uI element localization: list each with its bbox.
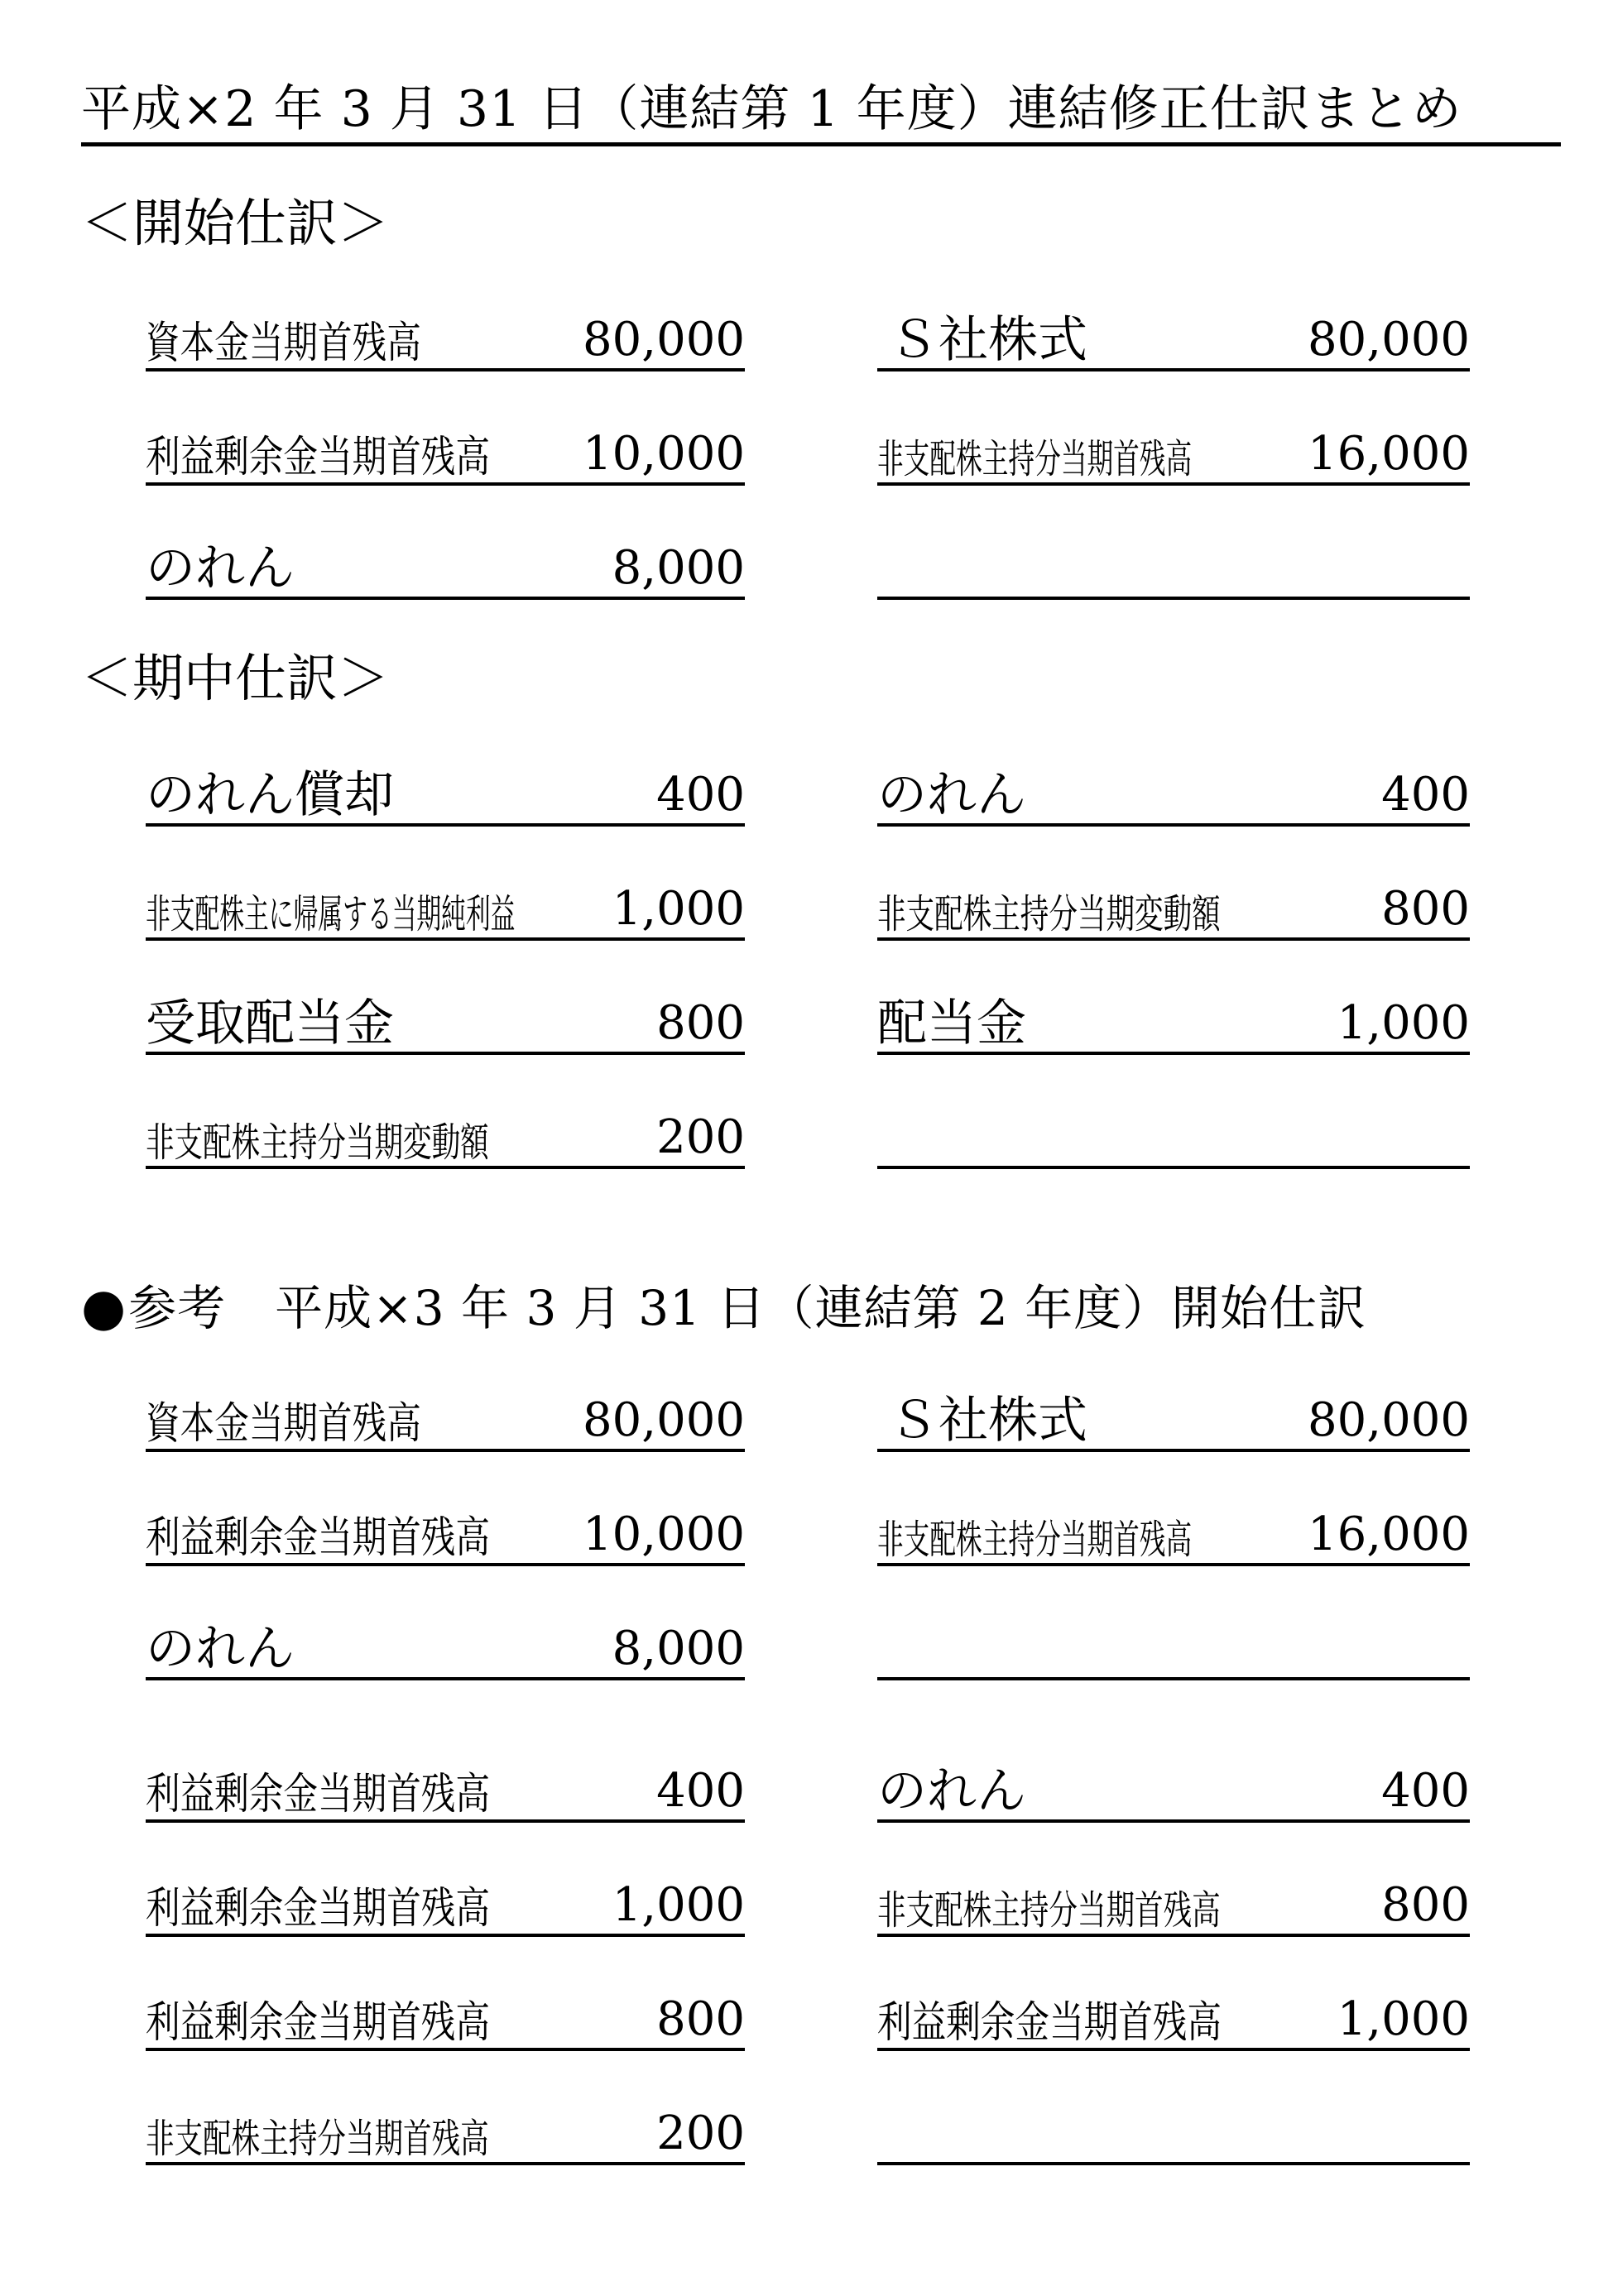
credit-amount: 400: [1381, 768, 1470, 822]
page-title: 平成×2 年 3 月 31 日（連結第 1 年度）連結修正仕訳まとめ: [81, 76, 1561, 146]
period-entries-heading: ＜期中仕訳＞: [81, 648, 390, 708]
credit-side: [877, 1498, 1470, 1566]
debit-side: [146, 418, 745, 486]
credit-side: [877, 1101, 1470, 1169]
credit-side: [877, 759, 1470, 827]
debit-amount: 400: [656, 768, 745, 822]
debit-amount: 200: [656, 1110, 745, 1164]
debit-amount: 8,000: [612, 541, 745, 595]
debit-amount: 8,000: [612, 1622, 745, 1675]
debit-side: [146, 1384, 745, 1452]
debit-account: 非支配株主に帰属する当期純利益: [146, 891, 516, 937]
debit-account: 利益剰余金当期首残高: [146, 1998, 491, 2048]
journal-entry: [146, 1983, 1470, 2049]
credit-side: [877, 1983, 1470, 2051]
debit-account: 利益剰余金当期首残高: [146, 1884, 491, 1934]
debit-account: 利益剰余金当期首残高: [146, 433, 491, 482]
debit-account: 非支配株主持分当期首残高: [146, 2116, 489, 2162]
journal-entry: [146, 2097, 1470, 2164]
journal-entry: [146, 1755, 1470, 1821]
debit-side: [146, 1498, 745, 1566]
debit-side: [146, 1983, 745, 2051]
debit-account: 利益剰余金当期首残高: [146, 1513, 491, 1563]
journal-entry: [146, 759, 1470, 825]
journal-entry: [146, 873, 1470, 939]
credit-account: 非支配株主持分当期変動額: [877, 891, 1221, 937]
credit-amount: 800: [1381, 882, 1470, 936]
credit-account: 配当金: [877, 995, 1026, 1052]
credit-side: [877, 2097, 1470, 2165]
credit-side: [877, 987, 1470, 1055]
credit-account: のれん: [877, 766, 1026, 824]
journal-entry: [146, 1869, 1470, 1935]
credit-side: [877, 1384, 1470, 1452]
journal-entry: [146, 532, 1470, 598]
debit-amount: 10,000: [583, 1507, 745, 1561]
debit-account: 受取配当金: [146, 995, 394, 1052]
journal-entry: [146, 1498, 1470, 1565]
credit-side: [877, 1613, 1470, 1680]
debit-side: [146, 759, 745, 827]
credit-amount: 16,000: [1308, 427, 1470, 481]
debit-account: のれん: [146, 539, 295, 597]
credit-amount: 1,000: [1337, 996, 1470, 1050]
debit-amount: 200: [656, 2107, 745, 2160]
credit-account: Ｓ社株式: [889, 311, 1087, 369]
credit-side: [877, 418, 1470, 486]
credit-amount: 400: [1381, 1764, 1470, 1818]
journal-entry: [146, 1384, 1470, 1450]
debit-account: のれん: [146, 1620, 295, 1678]
debit-side: [146, 304, 745, 371]
journal-entry: [146, 304, 1470, 370]
credit-account: 非支配株主持分当期首残高: [877, 1887, 1221, 1934]
journal-entry: [146, 1101, 1470, 1167]
reference-heading: [81, 1274, 1366, 1341]
credit-account: 非支配株主持分当期首残高: [877, 1517, 1193, 1563]
debit-account: 利益剰余金当期首残高: [146, 1770, 491, 1819]
debit-side: [146, 2097, 745, 2165]
debit-side: [146, 987, 745, 1055]
debit-account: 資本金当期首残高: [146, 319, 421, 368]
credit-amount: 800: [1381, 1878, 1470, 1932]
journal-entry: [146, 987, 1470, 1053]
debit-account: 非支配株主持分当期変動額: [146, 1119, 489, 1166]
debit-side: [146, 1755, 745, 1823]
debit-amount: 80,000: [583, 313, 745, 367]
opening-entries-heading: ＜開始仕訳＞: [81, 193, 390, 253]
credit-account: のれん: [877, 1762, 1026, 1820]
credit-side: [877, 532, 1470, 600]
credit-account: Ｓ社株式: [889, 1392, 1087, 1450]
credit-side: [877, 873, 1470, 941]
debit-account: 資本金当期首残高: [146, 1399, 421, 1449]
debit-side: [146, 1613, 745, 1680]
debit-amount: 800: [656, 1992, 745, 2046]
debit-side: [146, 1869, 745, 1937]
debit-amount: 80,000: [583, 1393, 745, 1447]
debit-side: [146, 1101, 745, 1169]
debit-amount: 10,000: [583, 427, 745, 481]
debit-side: [146, 873, 745, 941]
credit-side: [877, 1755, 1470, 1823]
journal-entry: [146, 418, 1470, 484]
credit-amount: 1,000: [1337, 1992, 1470, 2046]
debit-amount: 1,000: [612, 882, 745, 936]
credit-side: [877, 304, 1470, 371]
debit-account: のれん償却: [146, 766, 394, 824]
credit-amount: 80,000: [1308, 1393, 1470, 1447]
journal-entry: [146, 1613, 1470, 1679]
debit-amount: 800: [656, 996, 745, 1050]
credit-side: [877, 1869, 1470, 1937]
credit-account: 非支配株主持分当期首残高: [877, 436, 1193, 482]
debit-side: [146, 532, 745, 600]
debit-amount: 400: [656, 1764, 745, 1818]
bullet-icon: ●: [81, 1277, 127, 1337]
debit-amount: 1,000: [612, 1878, 745, 1932]
reference-heading-text: 参考 平成×3 年 3 月 31 日（連結第 2 年度）開始仕訳: [128, 1280, 1367, 1336]
credit-amount: 80,000: [1308, 313, 1470, 367]
credit-account: 利益剰余金当期首残高: [877, 1998, 1222, 2048]
credit-amount: 16,000: [1308, 1507, 1470, 1561]
